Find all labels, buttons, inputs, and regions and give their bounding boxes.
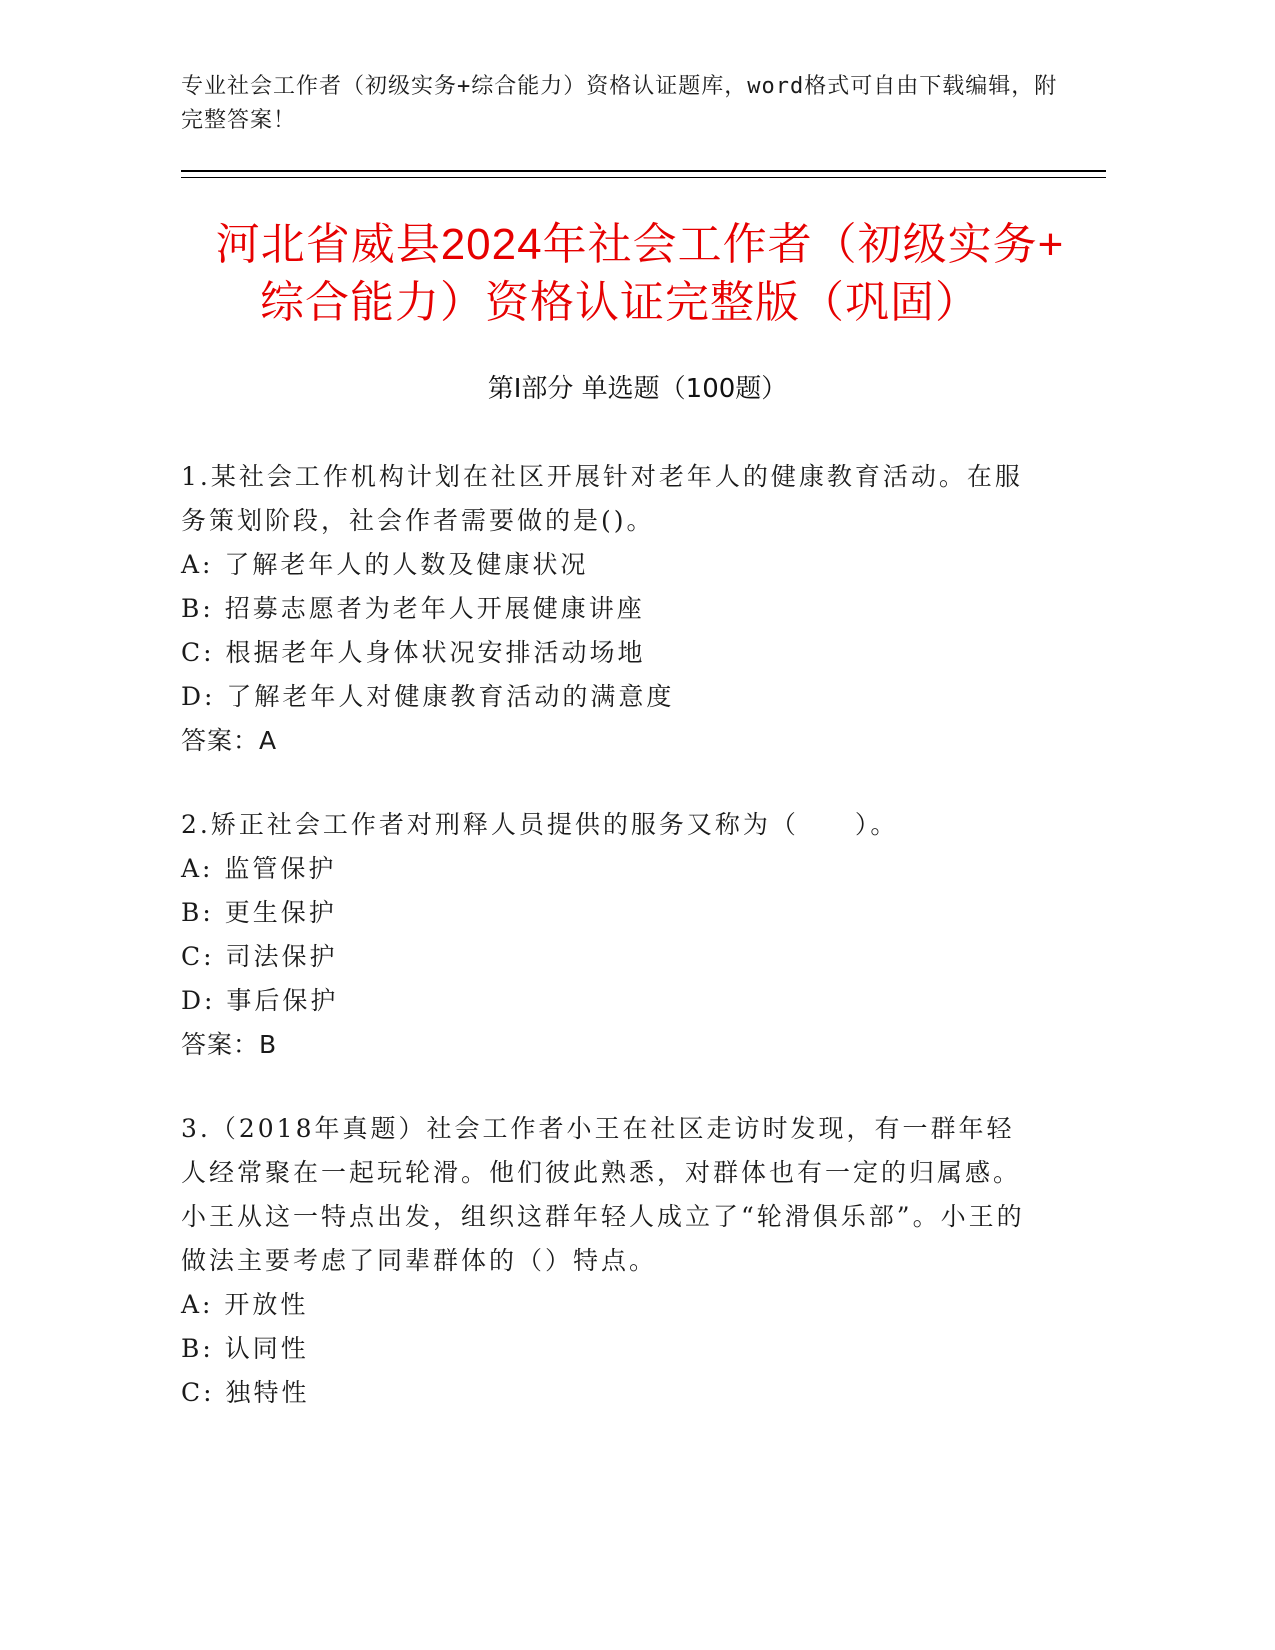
question-2 xyxy=(181,803,1041,1067)
question-3 xyxy=(181,1107,1041,1415)
option-a: A: 了解老年人的人数及健康状况 xyxy=(181,550,589,579)
question-1 xyxy=(181,455,1041,763)
option-d: D: 事后保护 xyxy=(181,986,339,1015)
document-title xyxy=(140,216,1140,332)
question-list xyxy=(181,455,1041,1455)
option-c: C: 独特性 xyxy=(181,1378,310,1407)
option-a: A: 开放性 xyxy=(181,1290,309,1319)
question-stem: 3.（2018年真题）社会工作者小王在社区走访时发现，有一群年轻人经常聚在一起玩轮滑。他们彼此熟悉，对群体也有一定的归属感。小王从这一特点出发，组织这群年轻人成立了“轮滑俱乐部”。小王的做法主要考虑了同辈群体的（）特点。 xyxy=(181,1114,1025,1275)
header-note: 专业社会工作者（初级实务+综合能力）资格认证题库，word格式可自由下载编辑，附完整答案！ xyxy=(181,74,1058,133)
option-d: D: 了解老年人对健康教育活动的满意度 xyxy=(181,682,675,711)
question-stem: 1.某社会工作机构计划在社区开展针对老年人的健康教育活动。在服务策划阶段，社会作者需要做的是()。 xyxy=(181,462,1023,535)
document-title-line-1: 河北省威县2024年社会工作者（初级实务+ xyxy=(215,220,1065,269)
question-stem: 2.矫正社会工作者对刑释人员提供的服务又称为（ ）。 xyxy=(181,810,899,839)
option-b: B: 认同性 xyxy=(181,1334,309,1363)
header-rule-thick xyxy=(181,170,1106,172)
option-c: C: 司法保护 xyxy=(181,942,338,971)
option-c: C: 根据老年人身体状况安排活动场地 xyxy=(181,638,646,667)
document-title-line-2: 综合能力）资格认证完整版（巩固） xyxy=(260,278,980,327)
header-rule-thin xyxy=(181,177,1106,178)
answer-line: 答案：B xyxy=(181,1030,278,1059)
option-a: A: 监管保护 xyxy=(181,854,337,883)
option-b: B: 招募志愿者为老年人开展健康讲座 xyxy=(181,594,645,623)
section-title: 第Ⅰ部分 单选题（100题） xyxy=(487,374,788,404)
answer-line: 答案：A xyxy=(181,726,278,755)
option-b: B: 更生保护 xyxy=(181,898,337,927)
